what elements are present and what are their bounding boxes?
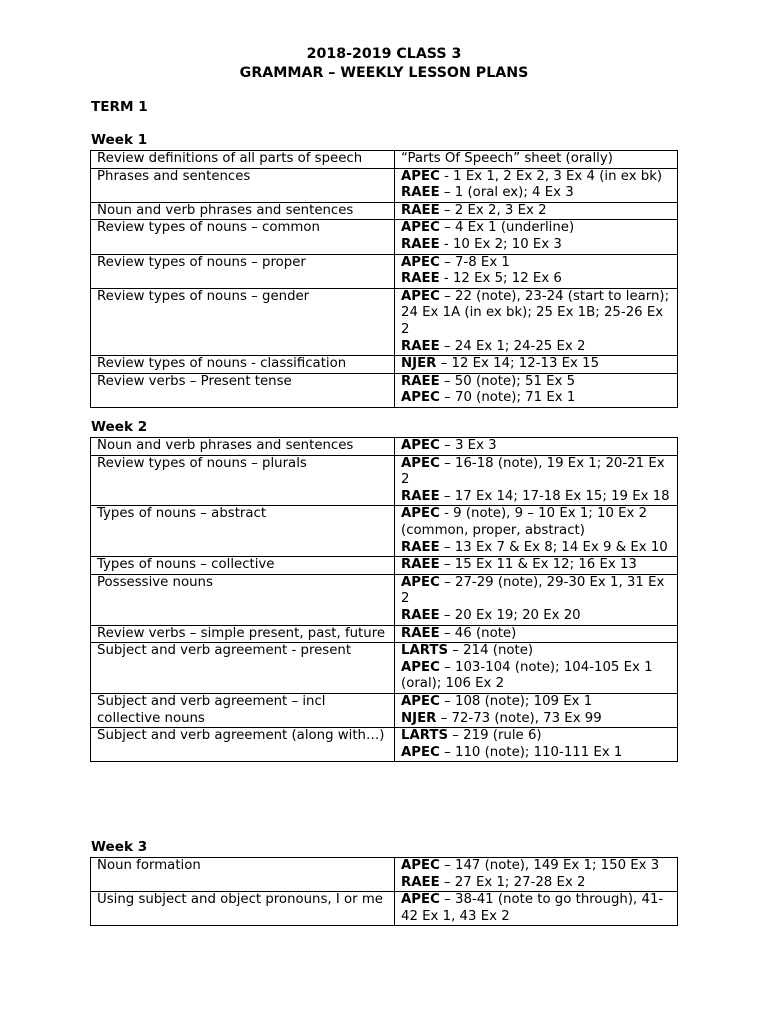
lesson-topic: Phrases and sentences xyxy=(91,168,395,202)
reference-detail: – 110 (note); 110-111 Ex 1 xyxy=(439,744,623,760)
lesson-topic: Subject and verb agreement - present xyxy=(91,643,395,694)
week-heading: Week 1 xyxy=(91,132,148,148)
lesson-references xyxy=(395,455,678,506)
reference-detail: – 46 (note) xyxy=(439,625,517,641)
reference-detail: – 4 Ex 1 (underline) xyxy=(439,220,575,236)
document-subtitle: GRAMMAR – WEEKLY LESSON PLANS xyxy=(239,65,529,81)
reference-detail: – 214 (note) xyxy=(448,643,534,659)
reference-line xyxy=(401,557,673,574)
reference-source: RAEE xyxy=(401,557,440,573)
reference-source: RAEE xyxy=(401,185,440,201)
reference-line xyxy=(401,626,673,643)
reference-line xyxy=(401,728,673,745)
document-title: 2018-2019 CLASS 3 xyxy=(306,46,462,62)
reference-line xyxy=(401,608,673,625)
reference-line xyxy=(401,660,673,693)
reference-source: RAEE xyxy=(401,539,440,555)
reference-detail: – 16-18 (note), 19 Ex 1; 20-21 Ex 2 xyxy=(401,455,665,488)
lesson-topic: Subject and verb agreement (along with…) xyxy=(91,728,395,762)
lesson-references xyxy=(395,202,678,220)
lesson-references xyxy=(395,625,678,643)
reference-detail: – 24 Ex 1; 24-25 Ex 2 xyxy=(439,338,586,354)
reference-source: APEC xyxy=(401,659,440,675)
lesson-topic: Review types of nouns – proper xyxy=(91,254,395,288)
reference-line xyxy=(401,892,673,925)
lesson-references xyxy=(395,373,678,407)
reference-source: APEC xyxy=(401,744,440,760)
lesson-topic: Noun formation xyxy=(91,858,395,892)
week-heading: Week 2 xyxy=(91,419,148,435)
reference-source: LARTS xyxy=(401,728,449,744)
reference-source: APEC xyxy=(401,438,440,453)
reference-detail: – 38-41 (note to go through), 41-42 Ex 1, 43 Ex 2 xyxy=(401,892,664,924)
reference-source: RAEE xyxy=(401,236,440,252)
lesson-topic: Possessive nouns xyxy=(91,574,395,625)
reference-source: APEC xyxy=(401,455,440,471)
reference-detail: - 1 Ex 1, 2 Ex 2, 3 Ex 4 (in ex bk) xyxy=(439,168,663,184)
reference-line xyxy=(401,711,673,728)
reference-line xyxy=(401,339,673,356)
table-row xyxy=(91,728,678,762)
lesson-references xyxy=(395,693,678,727)
lesson-topic: Noun and verb phrases and sentences xyxy=(91,438,395,456)
table-row xyxy=(91,151,678,169)
reference-detail: - 12 Ex 5; 12 Ex 6 xyxy=(439,271,562,287)
reference-detail: – 219 (rule 6) xyxy=(448,728,542,744)
reference-detail: – 7-8 Ex 1 xyxy=(439,254,510,270)
reference-source: APEC xyxy=(401,288,440,304)
reference-detail: – 13 Ex 7 & Ex 8; 14 Ex 9 & Ex 10 xyxy=(439,539,668,555)
lesson-references xyxy=(395,506,678,557)
table-row xyxy=(91,506,678,557)
reference-detail: - 10 Ex 2; 10 Ex 3 xyxy=(439,236,562,252)
reference-source: RAEE xyxy=(401,202,440,218)
lesson-topic: Review types of nouns – common xyxy=(91,220,395,254)
table-row xyxy=(91,455,678,506)
reference-source: RAEE xyxy=(401,874,440,890)
table-row xyxy=(91,356,678,374)
table-row xyxy=(91,220,678,254)
lesson-references xyxy=(395,574,678,625)
lesson-references xyxy=(395,220,678,254)
lesson-topic: Review definitions of all parts of speech xyxy=(91,151,395,169)
table-row xyxy=(91,858,678,892)
reference-line xyxy=(401,356,673,373)
reference-line xyxy=(401,575,673,608)
table-row xyxy=(91,168,678,202)
week-table xyxy=(90,150,678,408)
table-row xyxy=(91,373,678,407)
reference-detail: – 15 Ex 11 & Ex 12; 16 Ex 13 xyxy=(439,557,637,573)
lesson-references xyxy=(395,168,678,202)
reference-detail: – 72-73 (note), 73 Ex 99 xyxy=(436,710,602,726)
reference-source: APEC xyxy=(401,693,440,709)
week-table xyxy=(90,437,678,762)
table-row xyxy=(91,693,678,727)
lesson-topic: Review types of nouns - classification xyxy=(91,356,395,374)
reference-source: RAEE xyxy=(401,271,440,287)
lesson-references xyxy=(395,728,678,762)
reference-line xyxy=(401,185,673,202)
reference-detail: – 17 Ex 14; 17-18 Ex 15; 19 Ex 18 xyxy=(439,488,670,504)
reference-detail: – 70 (note); 71 Ex 1 xyxy=(439,390,576,406)
reference-source: APEC xyxy=(401,506,440,522)
reference-line xyxy=(401,289,673,339)
reference-detail: – 27-29 (note), 29-30 Ex 1, 31 Ex 2 xyxy=(401,574,665,607)
reference-line xyxy=(401,255,673,272)
reference-line xyxy=(401,506,673,539)
lesson-topic: Review types of nouns – plurals xyxy=(91,455,395,506)
lesson-topic: Review verbs – Present tense xyxy=(91,373,395,407)
reference-source: RAEE xyxy=(401,373,440,389)
reference-line xyxy=(401,643,673,660)
reference-detail: – 22 (note), 23-24 (start to learn); 24 Ex 1A (in ex bk); 25 Ex 1B; 25-26 Ex 2 xyxy=(401,288,670,337)
reference-source: APEC xyxy=(401,892,440,908)
reference-source: NJER xyxy=(401,710,437,726)
reference-source: LARTS xyxy=(401,643,449,659)
table-row xyxy=(91,557,678,575)
lesson-references xyxy=(395,438,678,456)
lesson-topic: Using subject and object pronouns, I or me xyxy=(91,892,395,926)
reference-source: RAEE xyxy=(401,488,440,504)
lesson-topic: Review verbs – simple present, past, future xyxy=(91,625,395,643)
reference-detail: – 20 Ex 19; 20 Ex 20 xyxy=(439,607,581,623)
lesson-references xyxy=(395,557,678,575)
reference-detail: – 1 (oral ex); 4 Ex 3 xyxy=(439,185,574,201)
lesson-references xyxy=(395,858,678,892)
lesson-topic: Subject and verb agreement – incl collective nouns xyxy=(91,693,395,727)
table-row xyxy=(91,574,678,625)
reference-source: APEC xyxy=(401,168,440,184)
table-row xyxy=(91,202,678,220)
reference-line xyxy=(401,875,673,892)
reference-line xyxy=(401,374,673,391)
reference-line xyxy=(401,858,673,875)
table-row xyxy=(91,438,678,456)
reference-detail: – 147 (note), 149 Ex 1; 150 Ex 3 xyxy=(439,858,660,873)
reference-source: APEC xyxy=(401,254,440,270)
table-row xyxy=(91,288,678,355)
reference-source: RAEE xyxy=(401,338,440,354)
table-row xyxy=(91,625,678,643)
table-row xyxy=(91,643,678,694)
term-heading: TERM 1 xyxy=(91,99,148,115)
lesson-references xyxy=(395,254,678,288)
reference-line xyxy=(401,151,673,168)
lesson-topic: Noun and verb phrases and sentences xyxy=(91,202,395,220)
reference-source: RAEE xyxy=(401,607,440,623)
reference-line xyxy=(401,237,673,254)
reference-detail: “Parts Of Speech” sheet (orally) xyxy=(401,151,613,166)
reference-line xyxy=(401,489,673,506)
reference-line xyxy=(401,745,673,762)
week-table xyxy=(90,857,678,926)
reference-line xyxy=(401,220,673,237)
reference-detail: – 50 (note); 51 Ex 5 xyxy=(439,373,576,389)
reference-detail: – 2 Ex 2, 3 Ex 2 xyxy=(439,202,547,218)
lesson-topic: Types of nouns – collective xyxy=(91,557,395,575)
table-row xyxy=(91,254,678,288)
reference-line xyxy=(401,456,673,489)
reference-source: APEC xyxy=(401,390,440,406)
reference-detail: – 108 (note); 109 Ex 1 xyxy=(439,693,593,709)
lesson-references xyxy=(395,643,678,694)
reference-detail: – 3 Ex 3 xyxy=(439,438,497,453)
reference-source: APEC xyxy=(401,858,440,873)
reference-line xyxy=(401,271,673,288)
lesson-references xyxy=(395,892,678,926)
lesson-references xyxy=(395,151,678,169)
reference-source: APEC xyxy=(401,220,440,236)
lesson-references xyxy=(395,288,678,355)
lesson-topic: Review types of nouns – gender xyxy=(91,288,395,355)
lesson-topic: Types of nouns – abstract xyxy=(91,506,395,557)
reference-source: RAEE xyxy=(401,625,440,641)
table-row xyxy=(91,892,678,926)
reference-line xyxy=(401,540,673,557)
reference-line xyxy=(401,169,673,186)
week-heading: Week 3 xyxy=(91,839,148,855)
lesson-references xyxy=(395,356,678,374)
reference-source: APEC xyxy=(401,574,440,590)
reference-source: NJER xyxy=(401,356,437,372)
reference-line xyxy=(401,390,673,407)
reference-detail: - 9 (note), 9 – 10 Ex 1; 10 Ex 2 (common, proper, abstract) xyxy=(401,506,648,538)
reference-detail: – 12 Ex 14; 12-13 Ex 15 xyxy=(436,356,600,372)
reference-line xyxy=(401,203,673,220)
reference-detail: – 27 Ex 1; 27-28 Ex 2 xyxy=(439,874,586,890)
reference-line xyxy=(401,694,673,711)
reference-line xyxy=(401,438,673,455)
reference-detail: – 103-104 (note); 104-105 Ex 1 (oral); 106 Ex 2 xyxy=(401,659,653,692)
